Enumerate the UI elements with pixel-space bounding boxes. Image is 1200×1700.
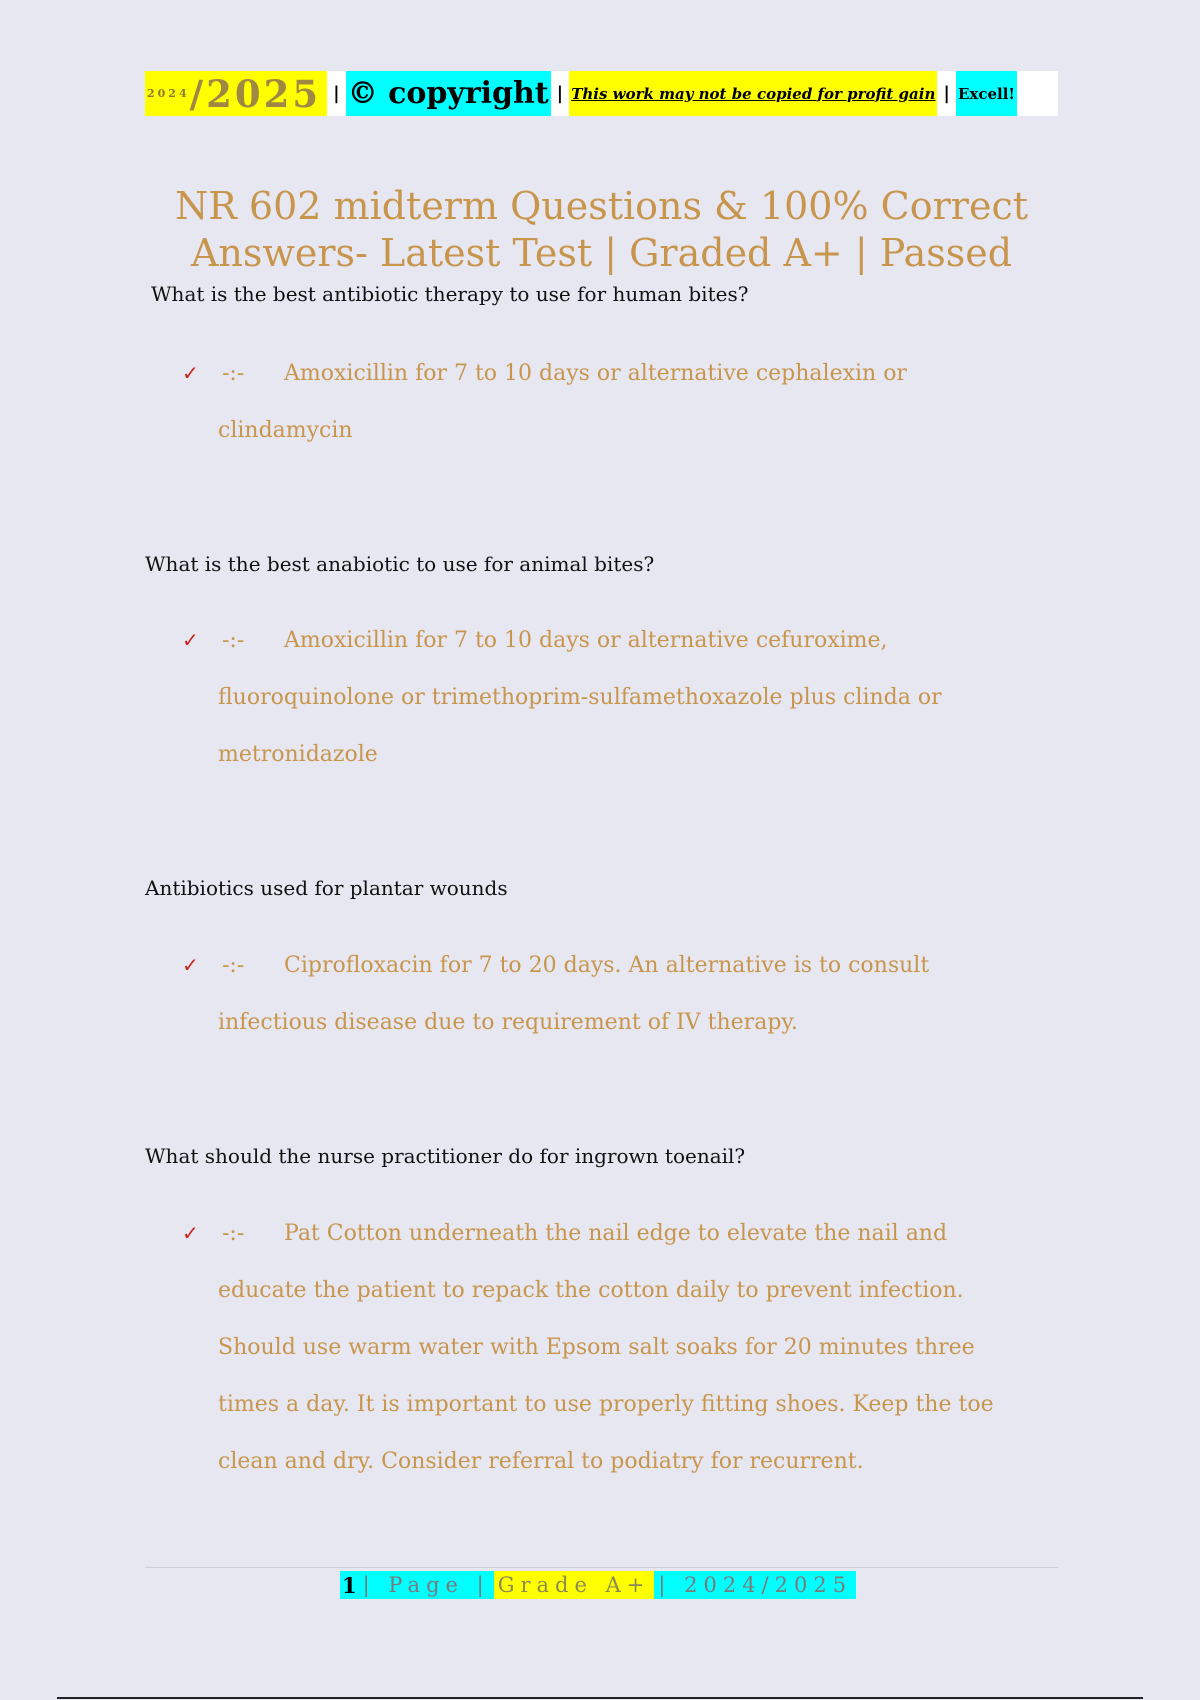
header-year-big: /2025 <box>189 71 322 116</box>
answer-line: Should use warm water with Epsom salt soaks for 20 minutes three <box>218 1335 975 1360</box>
answer-marker: -:- <box>222 628 245 653</box>
answer-line <box>182 937 1062 994</box>
footer-grade: Grade A+ <box>494 1571 655 1599</box>
checkmark-icon: ✓ <box>182 953 199 977</box>
footer-divider <box>145 1567 1058 1568</box>
answer-3 <box>182 937 1062 1051</box>
answer-text: Amoxicillin for 7 to 10 days or alternative cephalexin or <box>284 361 907 386</box>
answer-line <box>182 612 1062 669</box>
header-banner <box>145 71 1058 116</box>
answer-2 <box>182 612 1062 783</box>
answer-line: fluoroquinolone or trimethoprim-sulfamethoxazole plus clinda or <box>218 685 942 710</box>
question-3: Antibiotics used for plantar wounds <box>145 876 508 900</box>
checkmark-icon: ✓ <box>182 361 199 385</box>
bottom-border <box>57 1697 1143 1699</box>
footer-page-label: | Page | <box>359 1571 494 1599</box>
answer-line: educate the patient to repack the cotton daily to prevent infection. <box>218 1278 964 1303</box>
answer-text: Ciprofloxacin for 7 to 20 days. An alternative is to consult <box>284 953 930 978</box>
answer-line: metronidazole <box>218 742 378 767</box>
answer-line <box>182 345 1062 402</box>
header-excell: Excell! <box>956 71 1017 116</box>
title-line-1: NR 602 midterm Questions & 100% Correct <box>174 184 1028 228</box>
header-notice: This work may not be copied for profit gain <box>569 71 937 116</box>
answer-line: clean and dry. Consider referral to podiatry for recurrent. <box>218 1449 864 1474</box>
header-year <box>145 71 327 116</box>
title-line-2: Answers- Latest Test | Graded A+ | Passed <box>190 231 1013 275</box>
question-2: What is the best anabiotic to use for animal bites? <box>145 552 655 576</box>
answer-line <box>182 1205 1062 1262</box>
footer-page-number: 1 <box>342 1572 357 1598</box>
header-separator: | <box>937 71 956 116</box>
document-title <box>145 183 1058 277</box>
checkmark-icon: ✓ <box>182 628 199 652</box>
question-1: What is the best antibiotic therapy to use for human bites? <box>151 282 749 306</box>
answer-text: Amoxicillin for 7 to 10 days or alternative cefuroxime, <box>284 628 888 653</box>
checkmark-icon: ✓ <box>182 1221 199 1245</box>
answer-marker: -:- <box>222 1221 245 1246</box>
answer-1 <box>182 345 1062 459</box>
answer-marker: -:- <box>222 361 245 386</box>
header-separator: | <box>551 71 570 116</box>
answer-line: times a day. It is important to use properly fitting shoes. Keep the toe <box>218 1392 994 1417</box>
answer-line: infectious disease due to requirement of IV therapy. <box>218 1010 798 1035</box>
header-year-small: 2024 <box>147 87 190 100</box>
answer-text: Pat Cotton underneath the nail edge to elevate the nail and <box>284 1221 948 1246</box>
footer-year: | 2024/2025 <box>654 1571 856 1599</box>
answer-marker: -:- <box>222 953 245 978</box>
header-separator: | <box>327 71 346 116</box>
question-4: What should the nurse practitioner do for ingrown toenail? <box>145 1144 746 1168</box>
header-copyright: © copyright <box>346 71 551 116</box>
answer-4 <box>182 1205 1062 1490</box>
answer-line: clindamycin <box>218 418 353 443</box>
page-footer <box>340 1571 856 1599</box>
